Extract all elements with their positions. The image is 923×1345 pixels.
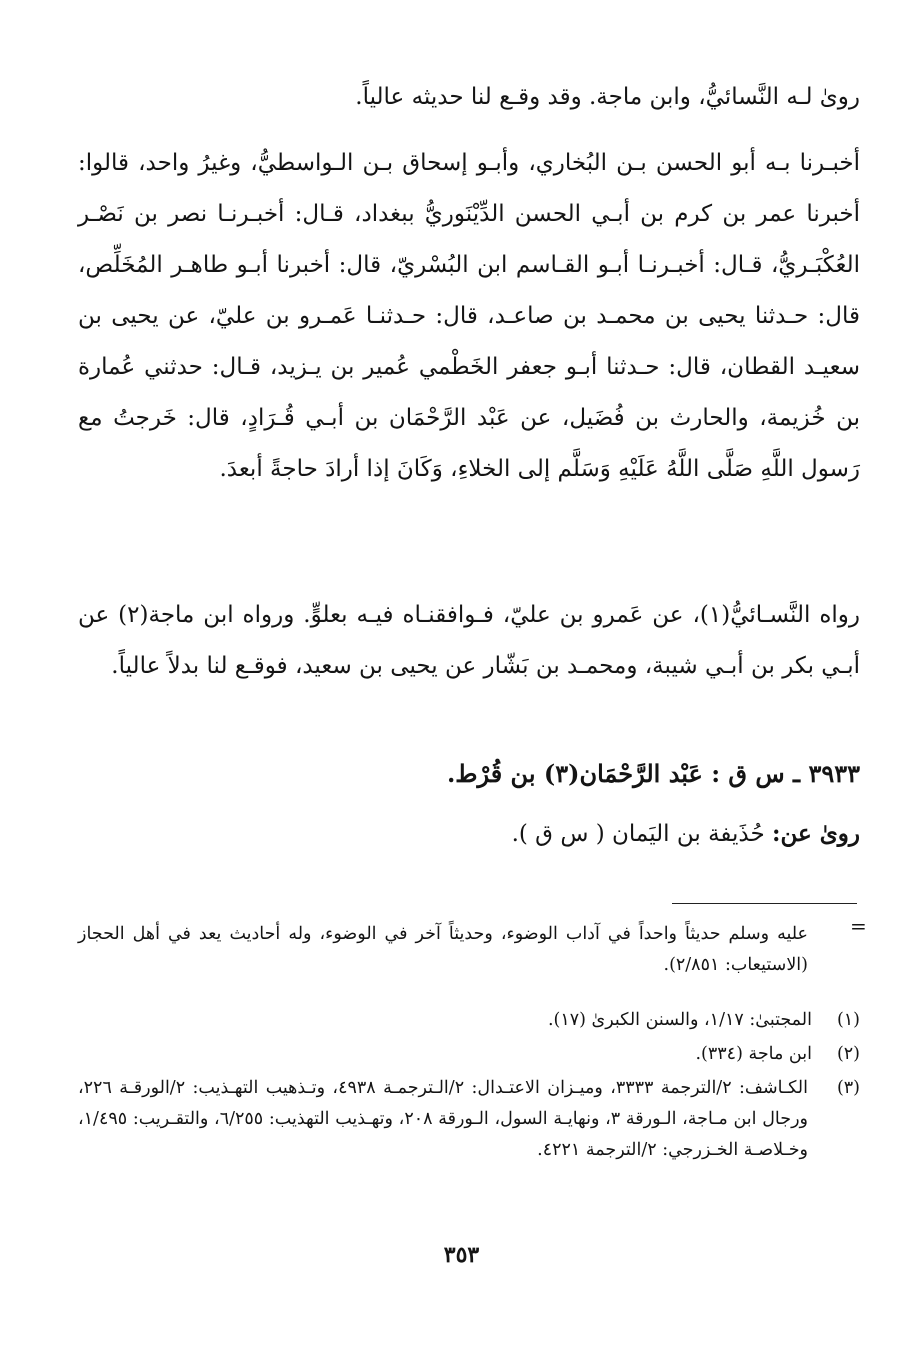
footnote-2 (78, 1039, 860, 1070)
paragraph-intro: روىٰ لـه النَّسائيُّ، وابن ماجة. وقد وقـع لنا حديثه عالياً. (355, 84, 860, 110)
narrated-from-text: حُذَيفة بن اليَمان ( س ق ). (511, 821, 765, 847)
footnote-2-number: (٢) (836, 1044, 860, 1064)
paragraph-takhrij: رواه النَّسـائيُّ(١)، عن عَمرو بن عليّ، فـوافقنـاه فيـه بعلوٍّ. ورواه ابن ماجة(٢) عن أبـي بكر بن أبـي شيبة، ومحمـد بن بَشّار عن يحيى بن سعيد، فوقـع لنا بدلاً عالياً. (78, 602, 860, 679)
footnote-3-number: (٣) (836, 1078, 860, 1098)
footnote-1-number: (١) (836, 1010, 860, 1030)
footnote-3-text: الكـاشف: ٢/الترجمة ٣٣٣٣، وميـزان الاعتـدال: ٢/الـترجمـة ٤٩٣٨، وتـذهيب التهـذيب: ٢/الورقـة ٢٢٦، ورجال ابن مـاجة، الـورقة ٣، ونهايـة السول، الـورقة ٢٠٨، وتهـذيب التهذيب: ٦/٢٥٥، والتقـريب: ١/٤٩٥، وخـلاصـة الخـزرجي: ٢/الترجمة ٤٢٢١. (78, 1078, 808, 1160)
paragraph-isnad: أخبـرنا بـه أبو الحسن بـن البُخاري، وأبـو إسحاق بـن الـواسطيُّ، وغيرُ واحد، قالوا: أخبرنا عمر بن كرم بن أبـي الحسن الدِّيْنَوريُّ ببغداد، قـال: أخبـرنـا نصر بن نَصْـر العُكْبَـريُّ، قـال: أخبـرنـا أبـو القـاسم ابن البُسْريّ، قال: أخبرنا أبـو طاهـر المُخَلِّص، قال: حـدثنا يحيى بن محمـد بن صاعـد، قال: حـدثنـا عَمـرو بن عليّ، عن يحيى بن سعيـد القطان، قال: حـدثنا أبـو جعفر الخَطْمي عُمير بن يـزيد، قـال: حدثني عُمارة بن خُزيمة، والحارث بن فُضَيل، عن عَبْد الرَّحْمَان بن أبـي قُـرَادٍ، قال: خَرجتُ مع رَسول اللَّهِ صَلَّى اللَّهُ عَلَيْهِ وَسَلَّم إلى الخلاءِ، وَكَانَ إذا أرادَ حاجةً أبعدَ. (78, 150, 860, 482)
footnote-2-text: ابن ماجة (٣٣٤). (695, 1044, 812, 1064)
footnote-1-text: المجتبىٰ: ١/١٧، والسنن الكبرىٰ (١٧). (547, 1010, 812, 1030)
footnote-1 (78, 1005, 860, 1036)
footnote-continuation: عليه وسلم حديثاً واحداً في آداب الوضوء، وحديثاً آخر في الوضوء، وله أحاديث يعد في أهل الحجاز (الاستيعاب: ٢/٨٥١). (78, 924, 808, 975)
entry-heading: ٣٩٣٣ ـ س ق : عَبْد الرَّحْمَان(٣) بن قُرْط. (446, 759, 860, 788)
footnote-separator (672, 903, 857, 904)
narrated-from-label: روىٰ عن: (772, 820, 860, 847)
footnote-continuation-mark: = (850, 914, 867, 938)
page-number: ٣٥٣ (443, 1242, 480, 1268)
narrated-from-line (78, 808, 860, 860)
